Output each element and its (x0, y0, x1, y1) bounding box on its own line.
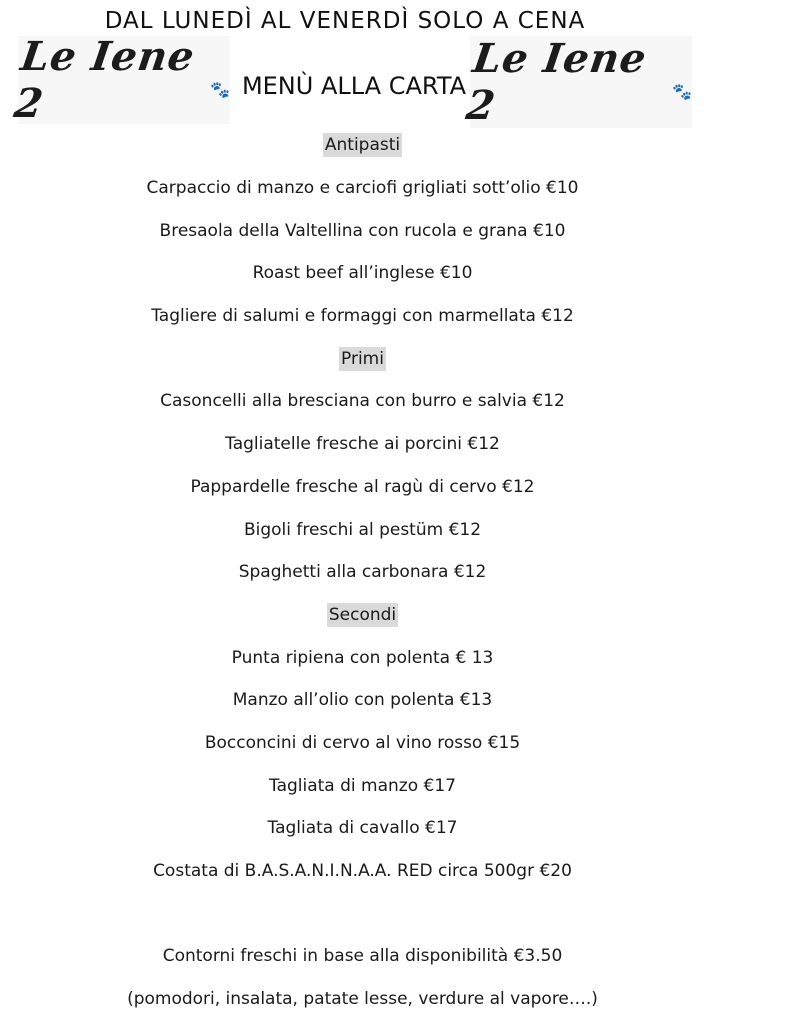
menu-item: Bocconcini di cervo al vino rosso €15 (204, 732, 521, 753)
menu-item: Pappardelle fresche al ragù di cervo €12 (190, 476, 535, 497)
menu-list (0, 124, 725, 1020)
paw-icon: 🐾 (210, 82, 230, 99)
menu-item: Tagliatelle fresche ai porcini €12 (225, 434, 500, 455)
menu-item: Carpaccio di manzo e carciofi grigliati sott’olio €10 (146, 178, 579, 199)
logo-left-text: Le Iene 2 (11, 33, 198, 127)
menu-item: Spaghetti alla carbonara €12 (238, 562, 487, 583)
section-label-secondi: Secondi (328, 604, 397, 625)
menu-item: Roast beef all’inglese €10 (252, 263, 473, 284)
logo-left (11, 33, 230, 127)
menu-item: Costata di B.A.S.A.N.I.N.A.A. RED circa 500gr €20 (153, 861, 572, 882)
menu-item: Bresaola della Valtellina con rucola e grana €10 (159, 220, 566, 241)
menu-item: Tagliere di salumi e formaggi con marmellata €12 (151, 306, 574, 327)
menu-title: MENÙ ALLA CARTA (241, 72, 467, 100)
menu-item: Tagliata di cavallo €17 (267, 818, 458, 839)
logo-right-text: Le Iene 2 (463, 35, 650, 129)
menu-item: Tagliata di manzo €17 (269, 775, 456, 796)
menu-item: Casoncelli alla bresciana con burro e salvia €12 (160, 391, 565, 412)
service-hours-heading: DAL LUNEDÌ AL VENERDÌ SOLO A CENA (104, 8, 586, 34)
blank-spacer (0, 892, 725, 935)
logo-right (463, 35, 692, 129)
section-label-primi: Primi (341, 348, 384, 369)
section-label-antipasti: Antipasti (324, 135, 401, 156)
menu-item: Manzo all’olio con polenta €13 (232, 690, 493, 711)
paw-icon: 🐾 (672, 84, 692, 101)
menu-item: Punta ripiena con polenta € 13 (231, 647, 494, 668)
contorni-line: Contorni freschi in base alla disponibilità €3.50 (162, 946, 563, 967)
menu-item: Bigoli freschi al pestüm €12 (243, 519, 482, 540)
contorni-note: (pomodori, insalata, patate lesse, verdure al vapore….) (127, 989, 598, 1010)
